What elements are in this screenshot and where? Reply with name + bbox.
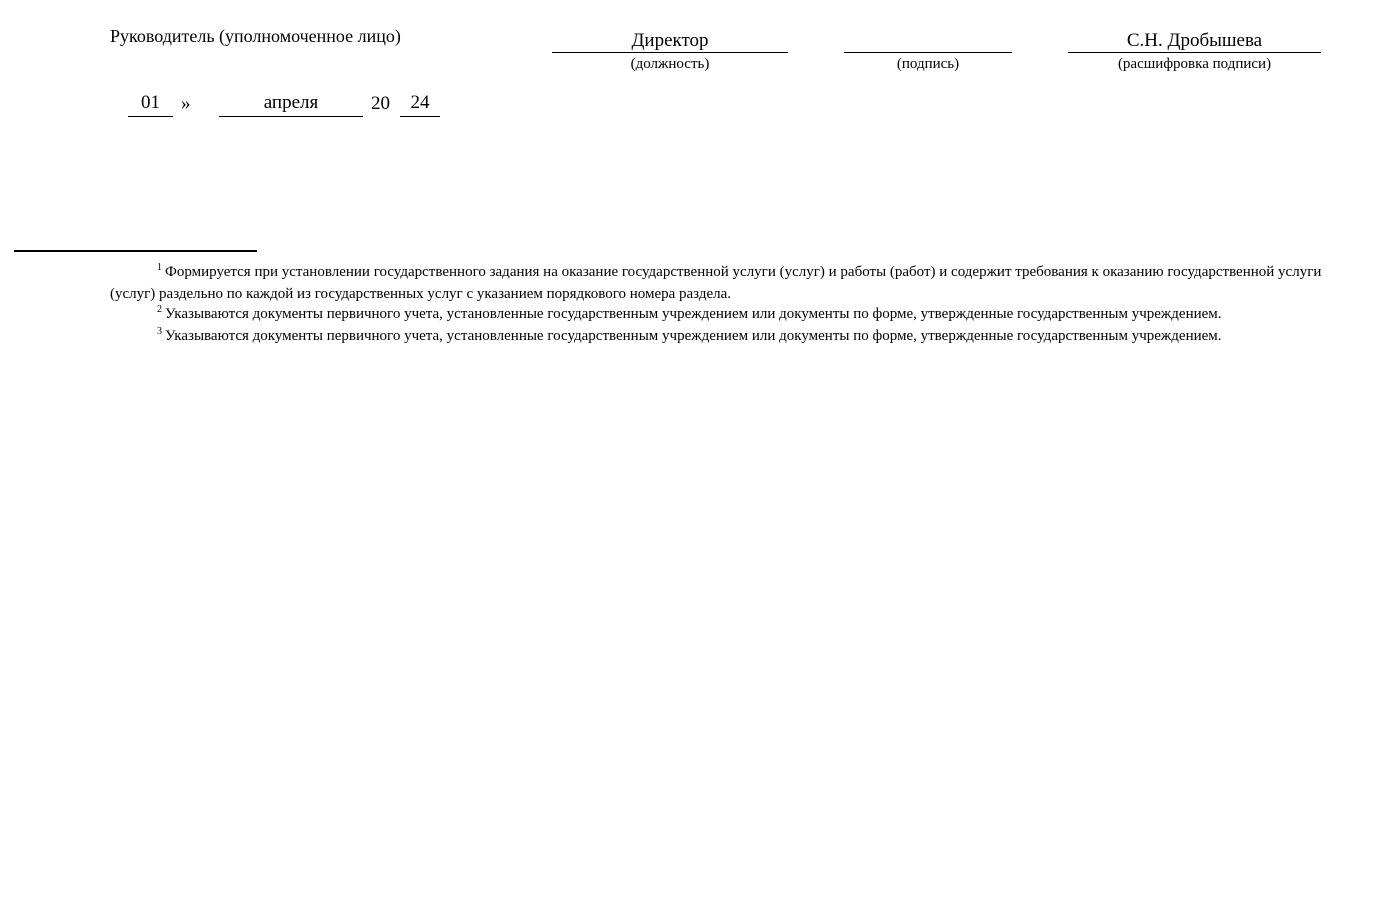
name-value: С.Н. Дробышева <box>1068 22 1321 53</box>
date-day: 01 <box>128 92 173 117</box>
position-caption: (должность) <box>630 56 710 72</box>
footnote-2 <box>110 304 1362 326</box>
signature-caption: (подпись) <box>896 56 960 72</box>
footnote-mark: 3 <box>157 326 162 337</box>
signature-value <box>844 22 1012 53</box>
footnote-text: Указываются документы первичного учета, установленные государственным учреждением или документы по форме, утвержденные государственным учреждением. <box>165 306 1222 322</box>
footnote-1 <box>110 262 1362 304</box>
date-century: 20 <box>371 93 390 114</box>
position-value: Директор <box>552 22 788 53</box>
footnote-3 <box>110 326 1362 348</box>
footnote-mark: 1 <box>157 262 162 273</box>
date-month: апреля <box>219 92 363 117</box>
footnote-separator <box>14 250 257 252</box>
name-field <box>1068 22 1321 74</box>
date-quote-close: » <box>181 93 191 114</box>
footnotes <box>110 262 1362 348</box>
name-caption: (расшифровка подписи) <box>1117 56 1272 72</box>
footnote-mark: 2 <box>157 304 162 315</box>
footnote-text: Формируется при установлении государственного задания на оказание государственной услуги (услуг) и работы (работ) и содержит требования к оказанию государственной услуги (услуг) раздельно по каждой из государственных услуг с указанием порядкового номера раздела. <box>110 264 1322 302</box>
date-year: 24 <box>400 92 440 117</box>
position-field <box>552 22 788 74</box>
signature-field <box>844 22 1012 74</box>
footnote-text: Указываются документы первичного учета, установленные государственным учреждением или документы по форме, утвержденные государственным учреждением. <box>165 328 1222 344</box>
head-label: Руководитель (уполномоченное лицо) <box>110 26 401 46</box>
